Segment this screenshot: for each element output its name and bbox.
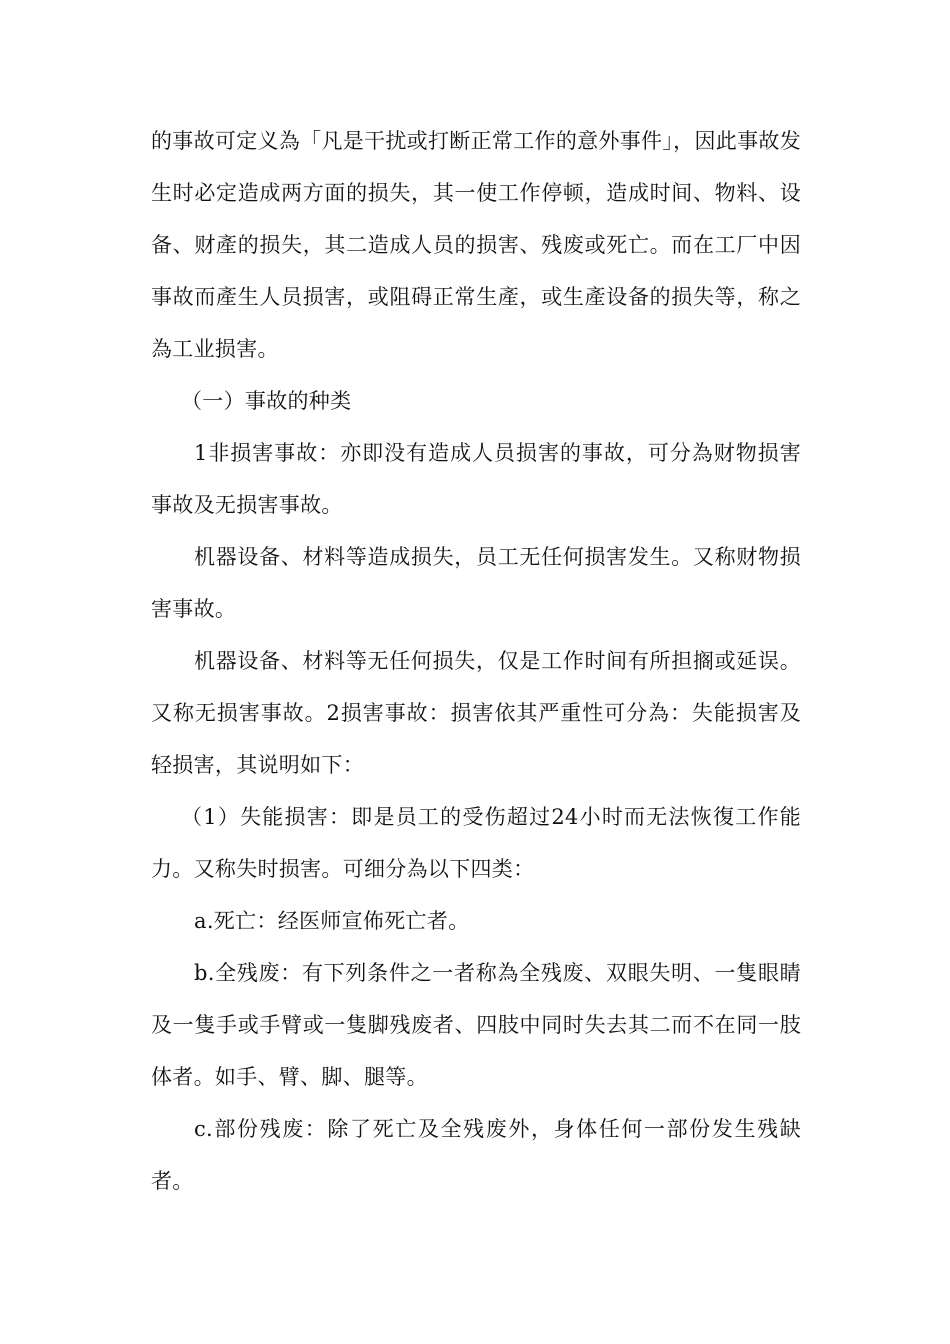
- list-item-total-disability: b.全残废：有下列条件之一者称為全残废、双眼失明、一隻眼睛及一隻手或手臂或一隻脚残废者、四肢中同时失去其二而不在同一肢体者。如手、臂、脚、腿等。: [151, 961, 801, 1089]
- section-heading-accident-types: （一）事故的种类: [181, 389, 352, 413]
- paragraph-accident-definition: 的事故可定义為「凡是干扰或打断正常工作的意外事件」，因此事故发生时必定造成两方面的损失，其一使工作停顿，造成时间、物料、设备、财產的损失，其二造成人员的损害、残废或死亡。而在工厂中因事故而產生人员损害，或阻碍正常生產，或生產设备的损失等，称之為工业损害。: [151, 129, 801, 361]
- list-item-partial-disability: c.部份残废：除了死亡及全残废外，身体任何一部份发生残缺者。: [151, 1117, 801, 1193]
- document-body: [151, 115, 801, 1207]
- paragraph-non-injury-accident: 1非损害事故：亦即没有造成人员损害的事故，可分為财物损害事故及无损害事故。: [151, 441, 801, 517]
- paragraph-disabling-injury: （1）失能损害：即是员工的受伤超过24小时而无法恢復工作能力。又称失时损害。可细分為以下四类：: [151, 805, 801, 881]
- paragraph-no-damage-and-injury-accident: 机器设备、材料等无任何损失，仅是工作时间有所担搁或延误。又称无损害事故。2损害事故：损害依其严重性可分為：失能损害及轻损害，其说明如下：: [151, 649, 801, 777]
- paragraph-property-damage: 机器设备、材料等造成损失，员工无任何损害发生。又称财物损害事故。: [151, 545, 801, 621]
- list-item-death: a.死亡：经医师宣佈死亡者。: [194, 909, 470, 933]
